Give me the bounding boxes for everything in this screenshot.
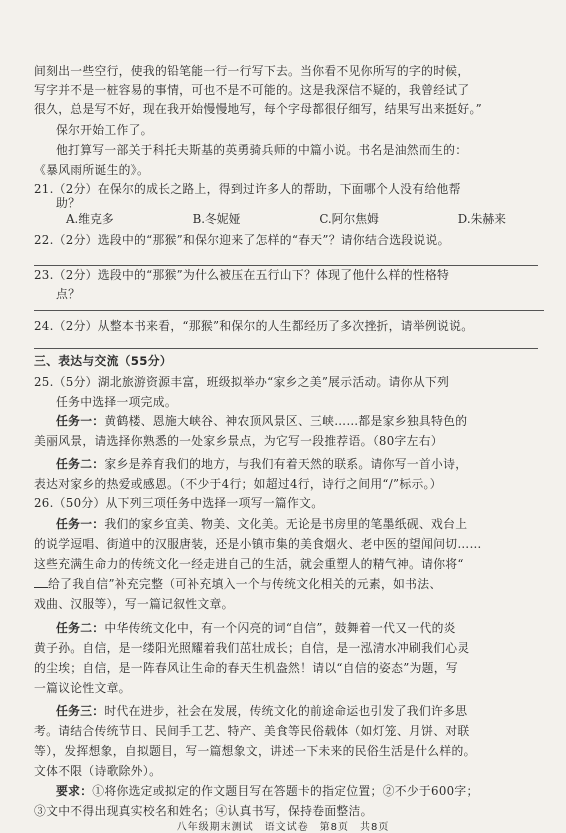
task-text: 我们的家乡宜美、物美、文化美。无论是书房里的笔墨纸砚、戏台上 [104, 517, 468, 531]
page-footer: 八年级期末测试 语文试卷 第8页 共8页 [176, 822, 390, 833]
option-d: D.朱赫来 [457, 212, 506, 226]
q26-task1 [56, 515, 550, 534]
requirements-label: 要求： [56, 784, 93, 798]
q25-task1-cont: 美丽风景，请选择你熟悉的一处家乡景点，为它写一段推荐语。（80字左右） [34, 434, 443, 448]
question-23-cont: 点？ [56, 287, 81, 301]
task-label: 任务一： [56, 414, 105, 428]
question-21-cont: 助？ [56, 196, 81, 210]
q26-task1-cont: 的说学逗唱、街道中的汉服唐装，还是小镇市集的美食烟火、老中医的望闻问切…… [34, 537, 482, 551]
q26-requirements-cont: ③文中不得出现真实校名和姓名；④认真书写，保持卷面整洁。 [34, 804, 373, 818]
task-text: 黄鹤楼、恩施大峡谷、神农顶风景区、三峡……都是家乡独具特色的 [104, 414, 468, 428]
task-label: 任务二： [56, 621, 105, 635]
answer-line [34, 348, 538, 349]
option-c: C.阿尔焦姆 [319, 212, 379, 226]
task-label: 任务三： [56, 704, 105, 718]
section-3-heading: 三、表达与交流（55分） [34, 354, 172, 368]
task-text: 家乡是养育我们的地方，与我们有着天然的联系。请你写一首小诗， [104, 457, 468, 471]
passage-line: 《暴风雨所诞生的》。 [34, 163, 150, 177]
question-24: 24.（2分）从整本书来看，“那猴”和保尔的人生都经历了多次挫折，请举例说说。 [34, 319, 474, 333]
option-a: A.维克多 [66, 212, 114, 226]
q25-task2-cont: 表达对家乡的热爱或感恩。（不少于4行；如超过4行，诗行之间用“/”标示。） [34, 477, 442, 491]
question-21: 21.（2分）在保尔的成长之路上，得到过许多人的帮助，下面哪个人没有给他帮 [34, 182, 461, 196]
q26-task3-cont: 等），发挥想象，自拟题目，写一篇想象文，讲述一下未来的民俗生活是什么样的。 [34, 744, 476, 758]
task-text: 给了我自信”补充完整（可补充填入一个与传统文化相关的元素，如书法、 [48, 577, 442, 591]
question-23: 23.（2分）选段中的“那猴”为什么被压在五行山下？体现了他什么样的性格特 [34, 268, 450, 282]
q26-requirements [56, 782, 550, 801]
passage-line: 保尔开始工作了。 [56, 123, 153, 137]
q25-task1 [56, 412, 550, 431]
question-21-options [66, 210, 506, 229]
task-text: 中华传统文化中，有一个闪亮的词“自信”，鼓舞着一代又一代的炎 [104, 621, 456, 635]
task-label: 任务一： [56, 517, 105, 531]
passage-line: 很久，总是写不好，现在我开始慢慢地写，每个字母都很仔细写，结果写出来挺好。” [34, 102, 483, 116]
question-25: 25.（5分）湖北旅游资源丰富，班级拟举办“家乡之美”展示活动。请你从下列 [34, 375, 450, 389]
q26-task2 [56, 619, 550, 638]
q26-task1-cont: 这些充满生命力的传统文化一经走进自己的生活，就会重塑人的精气神。请你将“ [34, 557, 464, 571]
q26-task1-cont: 戏曲、汉服等），写一篇记叙性文章。 [34, 597, 234, 611]
q26-task3-cont: 文体不限（诗歌除外）。 [34, 764, 162, 778]
question-22: 22.（2分）选段中的“那猴”和保尔迎来了怎样的“春天”？请你结合选段说说。 [34, 233, 450, 247]
q26-task3 [56, 702, 550, 721]
task-text: 时代在进步，社会在发展，传统文化的前途命运也引发了我们许多思 [104, 704, 468, 718]
answer-line [34, 310, 544, 311]
q26-task1-cont [34, 575, 550, 594]
passage-line: 他打算写一部关于科托夫斯基的英勇骑兵师的中篇小说。书名是油然而生的： [56, 143, 468, 157]
question-25-cont: 任务中选择一项完成。 [56, 395, 177, 409]
requirements-text: ①将你选定或拟定的作文题目写在答题卡的指定位置；②不少于600字； [92, 784, 479, 798]
option-b: B.冬妮娅 [192, 212, 241, 226]
task-label: 任务二： [56, 457, 105, 471]
passage-line: 间刻出一些空行，使我的铅笔能一行一行写下去。当你看不见你所写的字的时候， [34, 64, 470, 78]
q26-task3-cont: 考。请结合传统节日、民间手工艺、特产、美食等民俗载体（如灯笼、月饼、对联 [34, 724, 470, 738]
passage-line: 写字并不是一桩容易的事情，可也不是不可能的。这是我深信不疑的，我曾经试了 [34, 83, 470, 97]
q25-task2 [56, 455, 550, 474]
question-26: 26.（50分）从下列三项任务中选择一项写一篇作文。 [34, 496, 324, 510]
q26-task2-cont: 的尘埃；自信，是一阵春风让生命的春天生机盎然！请以“自信的姿态”为题，写 [34, 661, 458, 675]
q26-task2-cont: 黄子孙。自信，是一缕阳光照耀着我们茁壮成长；自信，是一泓清水冲刷我们心灵 [34, 641, 470, 655]
fill-blank [34, 575, 48, 588]
q26-task2-cont: 一篇议论性文章。 [34, 681, 131, 695]
